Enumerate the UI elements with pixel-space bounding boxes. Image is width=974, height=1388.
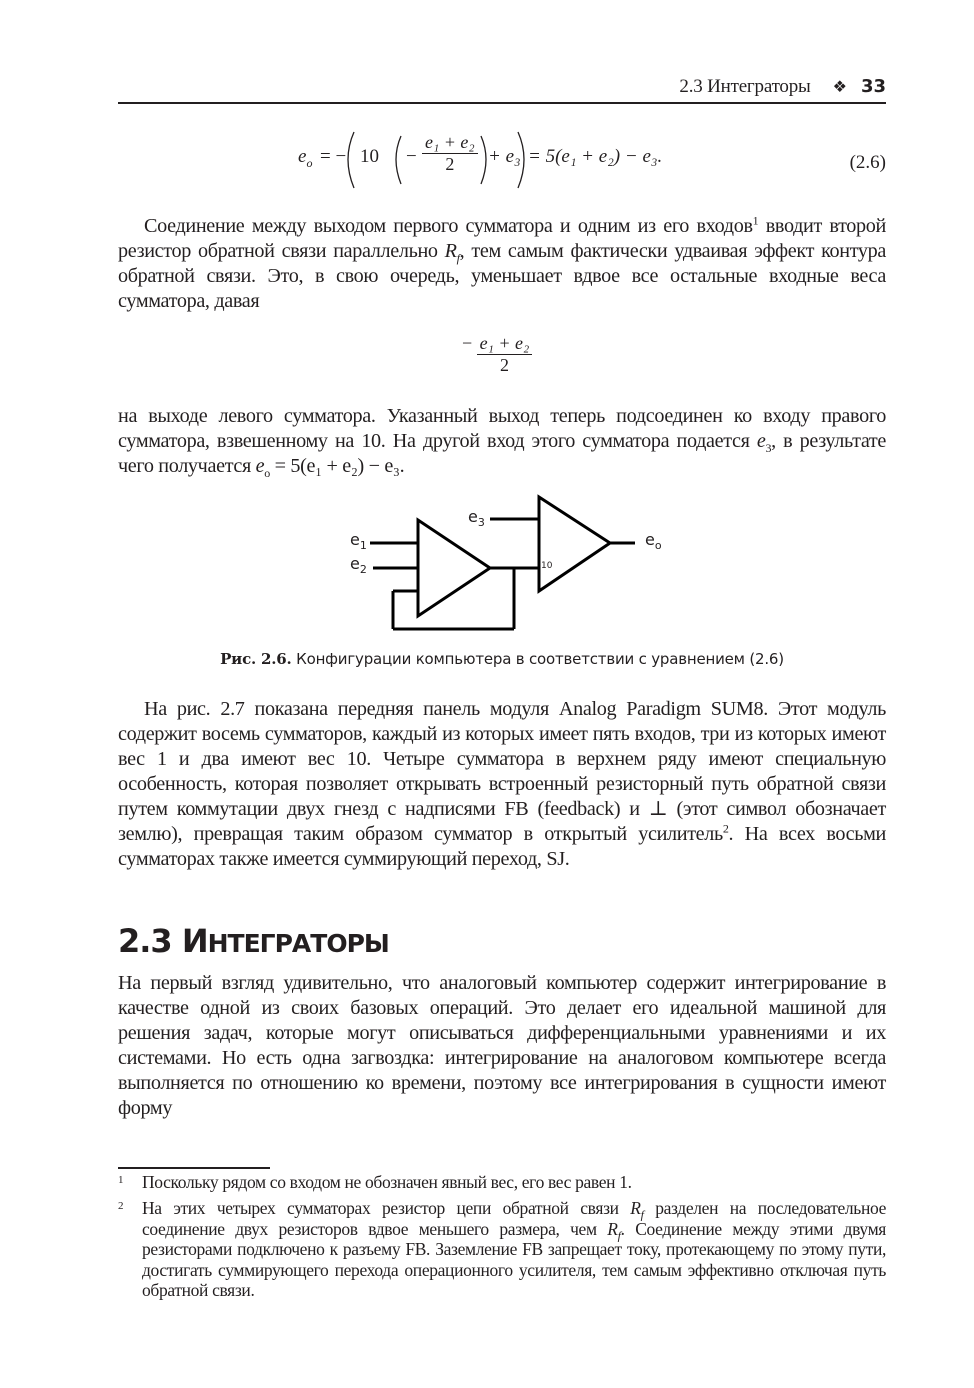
footnote-2 [118,1198,886,1301]
running-head [118,76,886,102]
section-heading: 2.3 ИНТЕГРАТОРЫ [118,922,389,960]
footnote-text: На этих четырех сумматорах резистор цепи обратной связи $R_f$ разделен на последовательное соединение двух резисторов вдвое меньшего размера, чем $R_f$. Соединение между этими двумя резисторами подключено к разъему FB. Заземление FB запрещает току, протекающему по этому пути, достигать суммирующего перехода операционного усилителя, тем самым эффективно отключая путь обратной связи. [142,1198,887,1300]
equation-lhs: $e_o$ [298,146,313,170]
label-eo: $e_o$ [645,530,662,553]
fraction-denominator: 2 [499,355,509,375]
inline-fraction [462,333,532,376]
fraction [477,333,533,376]
running-head-title: 2.3 Интеграторы [679,76,811,97]
equation-inner-minus: − [406,146,417,167]
paragraph-2: на выходе левого сумматора. Указанный выход теперь подсоединен ко входу правого сумматора, взвешенному на 10. На другой вход этого сумматора подается $e_3$, в результате чего получается $e_o = 5(e_1 + e_2) - e_3$. [118,405,886,481]
equation-rhs: = 5(e₁ + e₂) − e₃. [528,146,663,167]
equation-2-6 [298,126,708,192]
equation-plus-e3: + e₃ [488,146,521,167]
footnote-mark: 1 [118,1174,124,1186]
footnote-1 [118,1172,886,1193]
footnote-rule [118,1167,270,1169]
summer-circuit-diagram [330,490,690,640]
paragraph-1: Соединение между выходом первого сумматора и одним из его входов$^1$ вводит второй резистор обратной связи параллельно $R_f$, тем самым фактически удваивая эффект контура обратной связи. Это, в свою очередь, уменьшает вдвое все остальные входные веса сумматора, давая [118,213,886,312]
caption-label: Рис. 2.6. [220,650,292,668]
equation-coefficient: 10 [360,146,379,167]
footnote-ref-1[interactable]: 1 [752,213,759,228]
label-weight-10: 10 [541,561,553,571]
page-number: 33 [860,76,886,97]
equation-number: (2.6) [849,152,886,173]
footnote-text: Поскольку рядом со входом не обозначен явный вес, его вес равен 1. [142,1172,632,1192]
fraction-sign: − [462,332,473,353]
label-e2: $e_2$ [350,554,367,577]
footnote-ref-2[interactable]: 2 [722,821,729,836]
paragraph-3: На рис. 2.7 показана передняя панель модуля Analog Paradigm SUM8. Этот модуль содержит восемь сумматоров, каждый из которых имеет пять входов, три из которых имеют вес 1 и два имеют вес 10. Четыре сумматора в верхнем ряду имеют специальную особенность, которая позволяет открывать встроенный резисторный путь обратной связи путем коммутации двух гнезд с надписями FB (feedback) и ⊥ (этот символ обозначает землю), превращая таким образом сумматор в открытый усилитель$^2$. На всех восьми сумматорах также имеется суммирующий переход, SJ. [118,698,886,870]
footnote-mark: 2 [118,1200,124,1212]
figure-caption [118,650,886,668]
equation-equals-minus: = − [320,146,347,167]
fraction-numerator: e₁ + e₂ [422,132,478,154]
header-rule [118,102,886,104]
fraction-numerator: e₁ + e₂ [477,333,533,355]
ornament-icon: ❖ [832,77,847,96]
equation-fraction [422,132,478,175]
caption-text: Конфигурации компьютера в соответствии с уравнением (2.6) [291,650,784,668]
fraction-denominator: 2 [445,154,455,174]
paragraph-4: На первый взгляд удивительно, что аналоговый компьютер содержит интегрирование в качестве одной из своих базовых операций. Это делает его идеальной машиной для решения задач, которые могут описываться дифференциальными уравнениями и их системами. Но есть одна загвоздка: интегрирование на аналоговом компьютере всегда выполняется по отношению ко времени, поэтому все интегрирования в сущности имеют форму [118,972,886,1119]
left-summer-triangle [418,520,490,616]
label-e1: $e_1$ [350,530,367,553]
figure-2-6 [330,490,690,640]
label-e3: $e_3$ [468,507,485,530]
